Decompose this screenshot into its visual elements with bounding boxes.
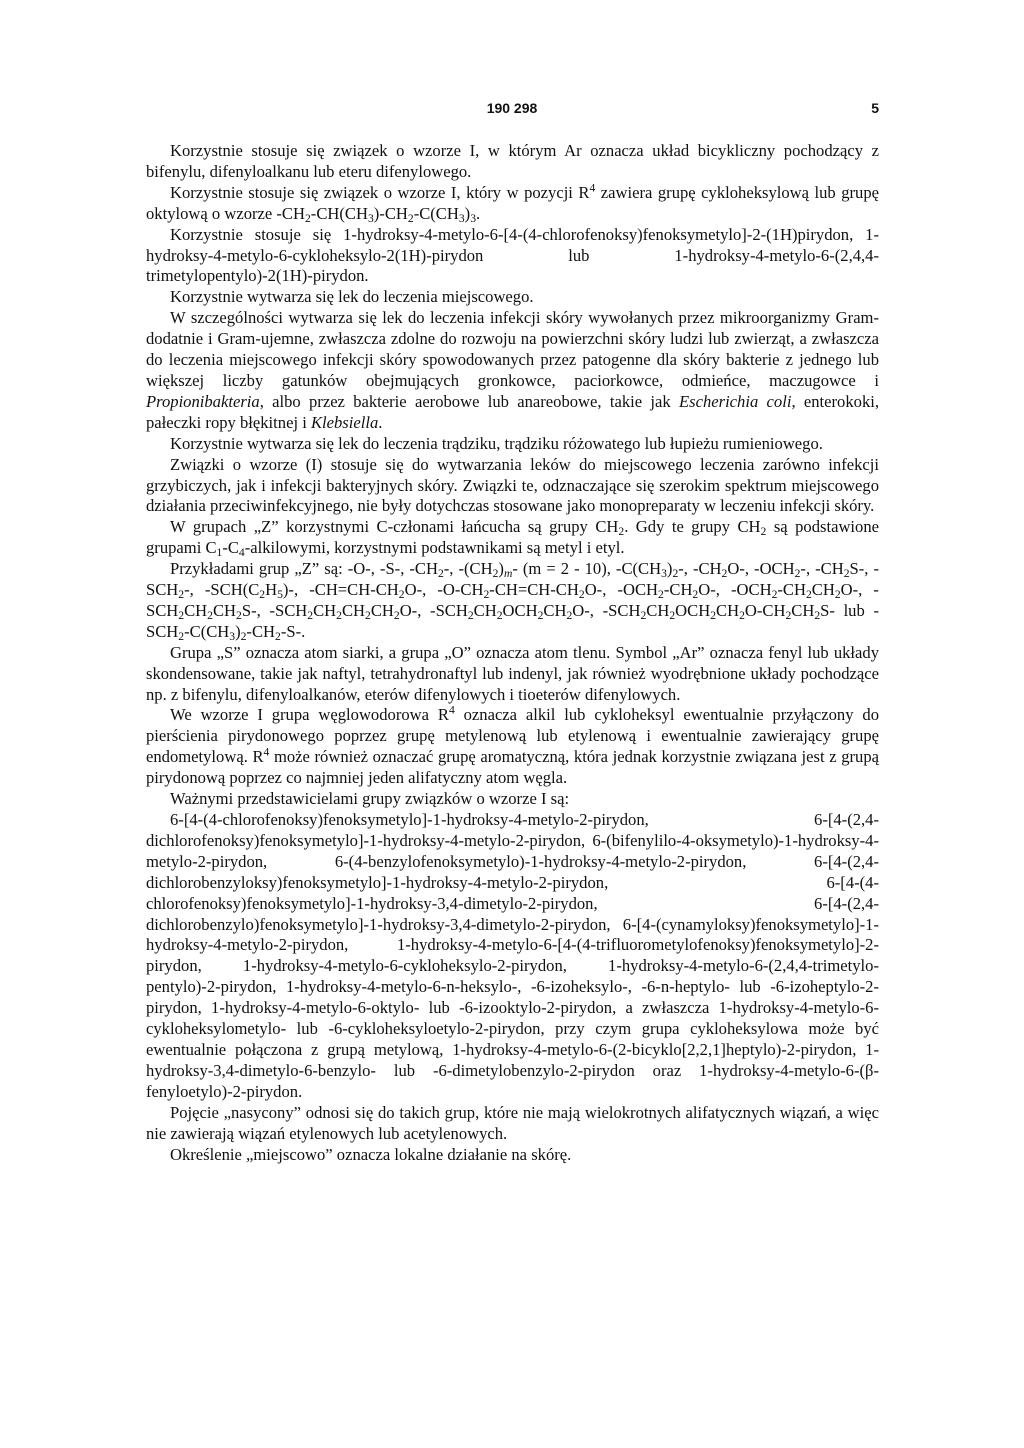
paragraph: Korzystnie stosuje się związek o wzorze I, w którym Ar oznacza układ bicykliczny pochodzący z bifenylu, difenyloalkanu lub eteru difenylowego. (146, 141, 879, 181)
paragraph: We wzorze I grupa węglowodorowa $R^4$ oznacza alkil lub cykloheksyl ewentualnie przyłączony do pierścienia pirydonowego poprzez grupę metylenową lub etylenową i ewentualnie zawierający grupę endometylową. $R^4$ może również oznaczać grupę aromatyczną, która jednak korzystnie związana jest z grupą pirydonową poprzez co najmniej jeden alifatyczny atom węgla. (146, 704, 879, 788)
paragraph: Ważnymi przedstawicielami grupy związków o wzorze I są: (170, 789, 570, 809)
body-text (146, 141, 879, 1165)
paragraph: Przykładami grup „Z” są: -O-, -S-, $-CH_2-$, $-(CH_2)_m-$ (m = 2 - 10), $-C(CH_3)_2-$, $-CH_2O-$, $-OCH_2-$, $-CH_2S-$, $-SCH_2-$, $-SCH(C_2H_5)-$, $-CH=CH-CH_2O-$, $-O-CH_2-CH=CH-CH_2O-$, $-OCH_2-CH_2O-$, $-OCH_2-CH_2CH_2O-$, $-SCH_2CH_2CH_2S-$, $-SCH_2CH_2CH_2CH_2O-$, $-SCH_2CH_2OCH_2CH_2O-$, $-SCH_2CH_2OCH_2CH_2O-CH_2CH_2S-$ lub $-SCH_2-C(CH_3)_2-CH_2-S-$. (146, 559, 879, 643)
paragraph: Korzystnie stosuje się 1-hydroksy-4-metylo-6-[4-(4-chlorofenoksy)fenoksymetylo]-2-(1H)pirydon, 1-hydroksy-4-metylo-6-cykloheksylo-2(1H)-pirydon lub 1-hydroksy-4-metylo-6-(2,4,4-trimetylopentylo)-2(1H)-pirydon. (146, 224, 879, 286)
paragraph: Korzystnie stosuje się związek o wzorze I, który w pozycji $R^4$ zawiera grupę cykloheksylową lub grupę oktylową o wzorze $-CH_2-CH(CH_3)-CH_2-C(CH_3)_3$. (146, 181, 879, 225)
compound-list-paragraph: 6-[4-(4-chlorofenoksy)fenoksymetylo]-1-hydroksy-4-metylo-2-pirydon, 6-[4-(2,4-dichlorofenoksy)fenoksymetylo]-1-hydroksy-4-metylo-2-pirydon, 6-(bifenylilo-4-oksymetylo)-1-hydroksy-4-metylo-2-pirydon, 6-(4-benzylofenoksymetylo)-1-hydroksy-4-metylo-2-pirydon, 6-[4-(2,4-dichlorobenzyloksy)fenoksymetylo]-1-hydroksy-4-metylo-2-pirydon, 6-[4-(4-chlorofenoksy)fenoksymetylo]-1-hydroksy-3,4-dimetylo-2-pirydon, 6-[4-(2,4-dichlorobenzylo)fenoksymetylo]-1-hydroksy-3,4-dimetylo-2-pirydon, 6-[4-(cynamyloksy)fenoksymetylo]-1-hydroksy-4-metylo-2-pirydon, 1-hydroksy-4-metylo-6-[4-(4-trifluorometylofenoksy)fenoksymetylo]-2-pirydon, 1-hydroksy-4-metylo-6-cykloheksylo-2-pirydon, 1-hydroksy-4-metylo-6-(2,4,4-trimetylo-pentylo)-2-pirydon, 1-hydroksy-4-metylo-6-n-heksylo-, -6-izoheksylo-, -6-n-heptylo- lub -6-izoheptylo-2-pirydon, 1-hydroksy-4-metylo-6-oktylo- lub -6-izooktylo-2-pirydon, a zwłaszcza 1-hydroksy-4-metylo-6-cykloheksylometylo- lub -6-cykloheksyloetylo-2-pirydon, przy czym grupa cykloheksylowa może być ewentualnie połączona z grupą metylową, 1-hydroksy-4-metylo-6-(2-bicyklo[2,2,1]heptylo)-2-pirydon, 1-hydroksy-3,4-dimetylo-6-benzylo- lub -6-dimetylobenzylo-2-pirydon oraz 1-hydroksy-4-metylo-6-(β-fenyloetylo)-2-pirydon. (146, 810, 879, 1101)
patent-number: 190 298 (486, 100, 538, 116)
paragraph: Grupa „S” oznacza atom siarki, a grupa „O” oznacza atom tlenu. Symbol „Ar” oznacza fenyl lub układy skondensowane, takie jak naftyl, tetrahydronaftyl lub indenyl, jak również wyodrębnione układy pochodzące np. z bifenylu, difenyloalkanów, eterów difenylowych i tioeterów difenylowych. (146, 642, 879, 704)
paragraph: W szczególności wytwarza się lek do leczenia infekcji skóry wywołanych przez mikroorganizmy Gram-dodatnie i Gram-ujemne, zwłaszcza zdolne do rozwoju na powierzchni skóry ludzi lub zwierząt, a zwłaszcza do leczenia miejscowego infekcji skóry spowodowanych przez patogenne dla skóry bakterie z jednego lub większej liczby gatunków obejmujących gronkowce, paciorkowce, odmieńce, maczugowce i Propionibakteria, albo przez bakterie aerobowe lub anareobowe, takie jak Escherichia coli, enterokoki, pałeczki ropy błękitnej i Klebsiella. (146, 308, 879, 432)
paragraph: Określenie „miejscowo” oznacza lokalne działanie na skórę. (170, 1144, 572, 1164)
paragraph: Korzystnie wytwarza się lek do leczenia trądziku, trądziku różowatego lub łupieżu rumieniowego. (170, 433, 823, 453)
paragraph: Pojęcie „nasycony” odnosi się do takich grup, które nie mają wielokrotnych alifatycznych wiązań, a więc nie zawierają wiązań etylenowych lub acetylenowych. (146, 1102, 879, 1143)
paragraph: W grupach „Z” korzystnymi C-członami łańcucha są grupy $CH_2$. Gdy te grupy $CH_2$ są podstawione grupami $C_1-C_4$-alkilowymi, korzystnymi podstawnikami są metyl i etyl. (146, 517, 880, 560)
paragraph: Korzystnie wytwarza się lek do leczenia miejscowego. (170, 287, 534, 307)
page-header (0, 100, 1024, 120)
page-number: 5 (871, 100, 879, 116)
paragraph: Związki o wzorze (I) stosuje się do wytwarzania leków do miejscowego leczenia zarówno infekcji grzybiczych, jak i infekcji bakteryjnych skóry. Związki te, odznaczające się szerokim spektrum miejscowego działania przeciwinfekcyjnego, nie były dotychczas stosowane jako monopreparaty w leczeniu infekcji skóry. (146, 454, 879, 516)
